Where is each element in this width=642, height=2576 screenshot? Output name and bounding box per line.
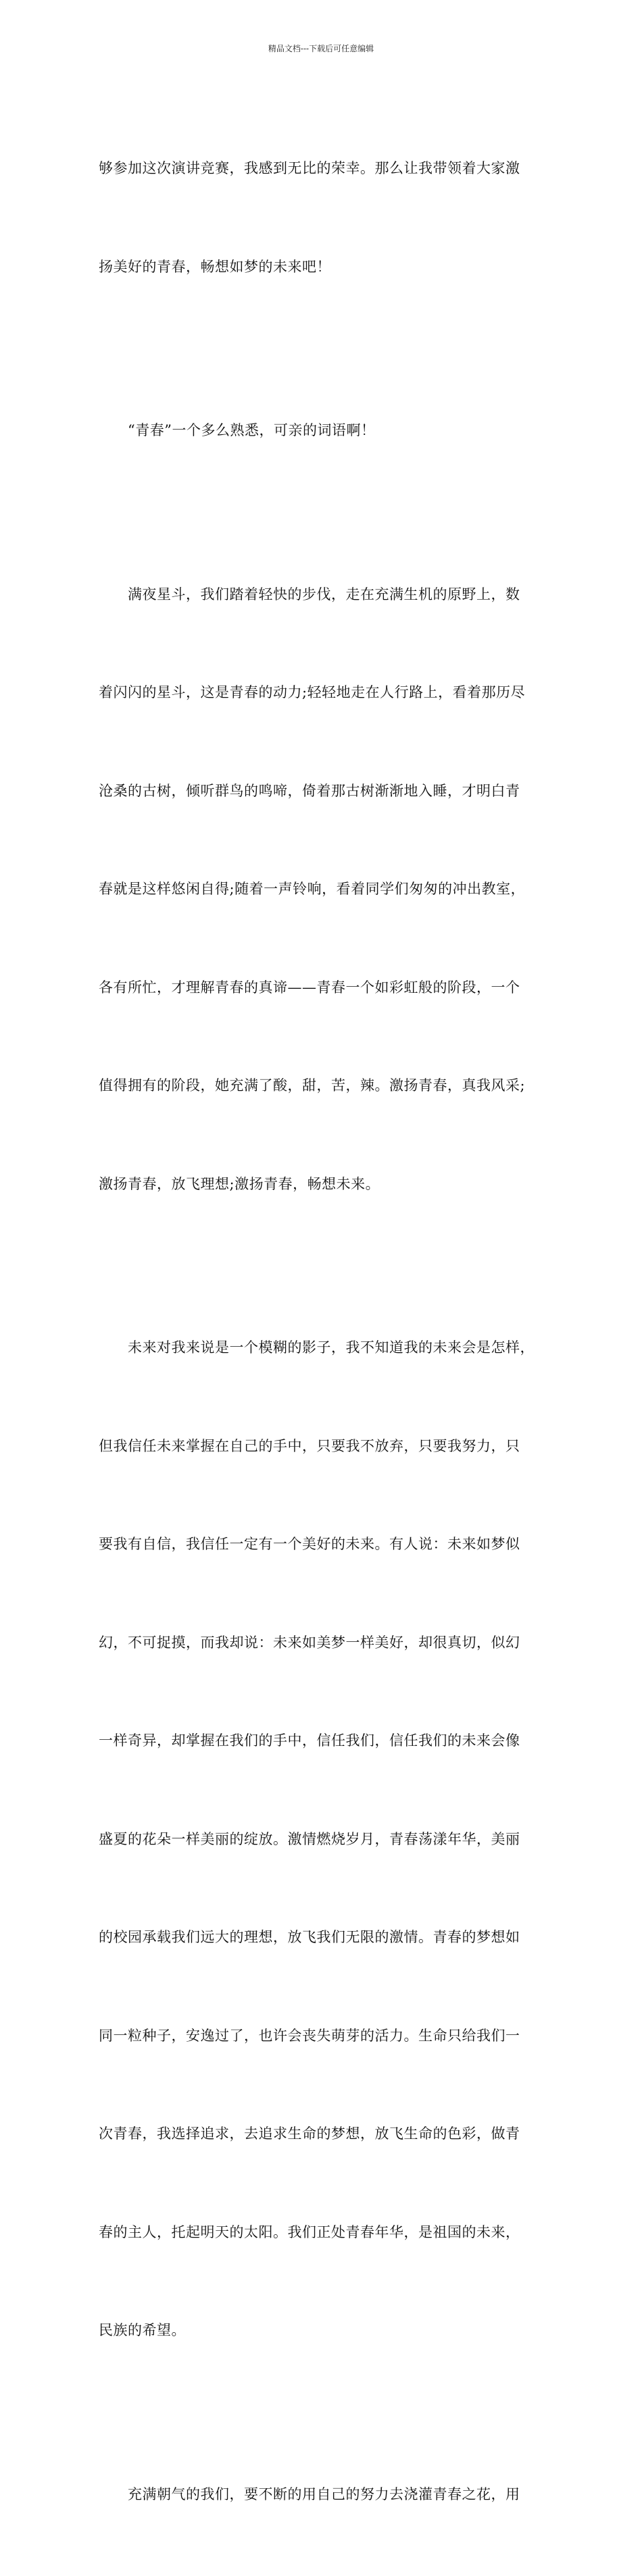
text-line: 未来对我来说是一个模糊的影子，我不知道我的未来会是怎样， [99,1331,558,1364]
text-line: 民族的希望。 [99,2314,558,2347]
text-line: 次青春，我选择追求，去追求生命的梦想，放飞生命的色彩，做青 [99,2117,558,2150]
paragraph [99,1266,558,2413]
text-line: 着闪闪的星斗，这是青春的动力;轻轻地走在人行路上，看着那历尽 [99,676,558,709]
text-line: 值得拥有的阶段，她充满了酸，甜，苦，辣。激扬青春，真我风采; [99,1069,558,1102]
paragraph [99,513,558,1266]
text-line: 各有所忙，才理解青春的真谛——青春一个如彩虹般的阶段，一个 [99,971,558,1004]
text-line: 同一粒种子，安逸过了，也许会丧失萌芽的活力。生命只给我们一 [99,2019,558,2053]
text-line: 春就是这样悠闲自得;随着一声铃响，看着同学们匆匆的冲出教室， [99,873,558,906]
document-body [99,86,558,2576]
text-line: 激扬青春，放飞理想;激扬青春，畅想未来。 [99,1168,558,1201]
text-line: 沧桑的古树，倾听群鸟的鸣啼，倚着那古树渐渐地入睡，才明白青 [99,775,558,808]
paragraph [99,86,558,349]
page-header: 精品文档---下载后可任意编辑 [0,43,642,54]
text-line: 盛夏的花朵一样美丽的绽放。激情燃烧岁月，青春荡漾年华，美丽 [99,1823,558,1856]
text-line: 但我信任未来掌握在自己的手中，只要我不放弃，只要我努力，只 [99,1430,558,1463]
text-line: 春的主人，托起明天的太阳。我们正处青春年华，是祖国的未来， [99,2216,558,2249]
text-line: 满夜星斗，我们踏着轻快的步伐，走在充满生机的原野上，数 [99,578,558,611]
text-line: 充满朝气的我们，要不断的用自己的努力去浇灌青春之花，用 [99,2478,558,2511]
text-line: 扬美好的青春，畅想如梦的未来吧！ [99,251,558,284]
paragraph [99,349,558,513]
text-line: 要我有自信，我信任一定有一个美好的未来。有人说：未来如梦似 [99,1528,558,1561]
document-page [0,0,642,908]
text-line: 的校园承载我们远大的理想，放飞我们无限的激情。青春的梦想如 [99,1921,558,1954]
text-line: 一样奇异，却掌握在我们的手中，信任我们，信任我们的未来会像 [99,1724,558,1757]
text-line: 幻，不可捉摸，而我却说：未来如美梦一样美好，却很真切，似幻 [99,1626,558,1659]
text-line: 够参加这次演讲竞赛，我感到无比的荣幸。那么让我带领着大家激 [99,152,558,185]
paragraph [99,2413,558,2576]
text-line: “青春”一个多么熟悉，可亲的词语啊！ [99,414,558,447]
